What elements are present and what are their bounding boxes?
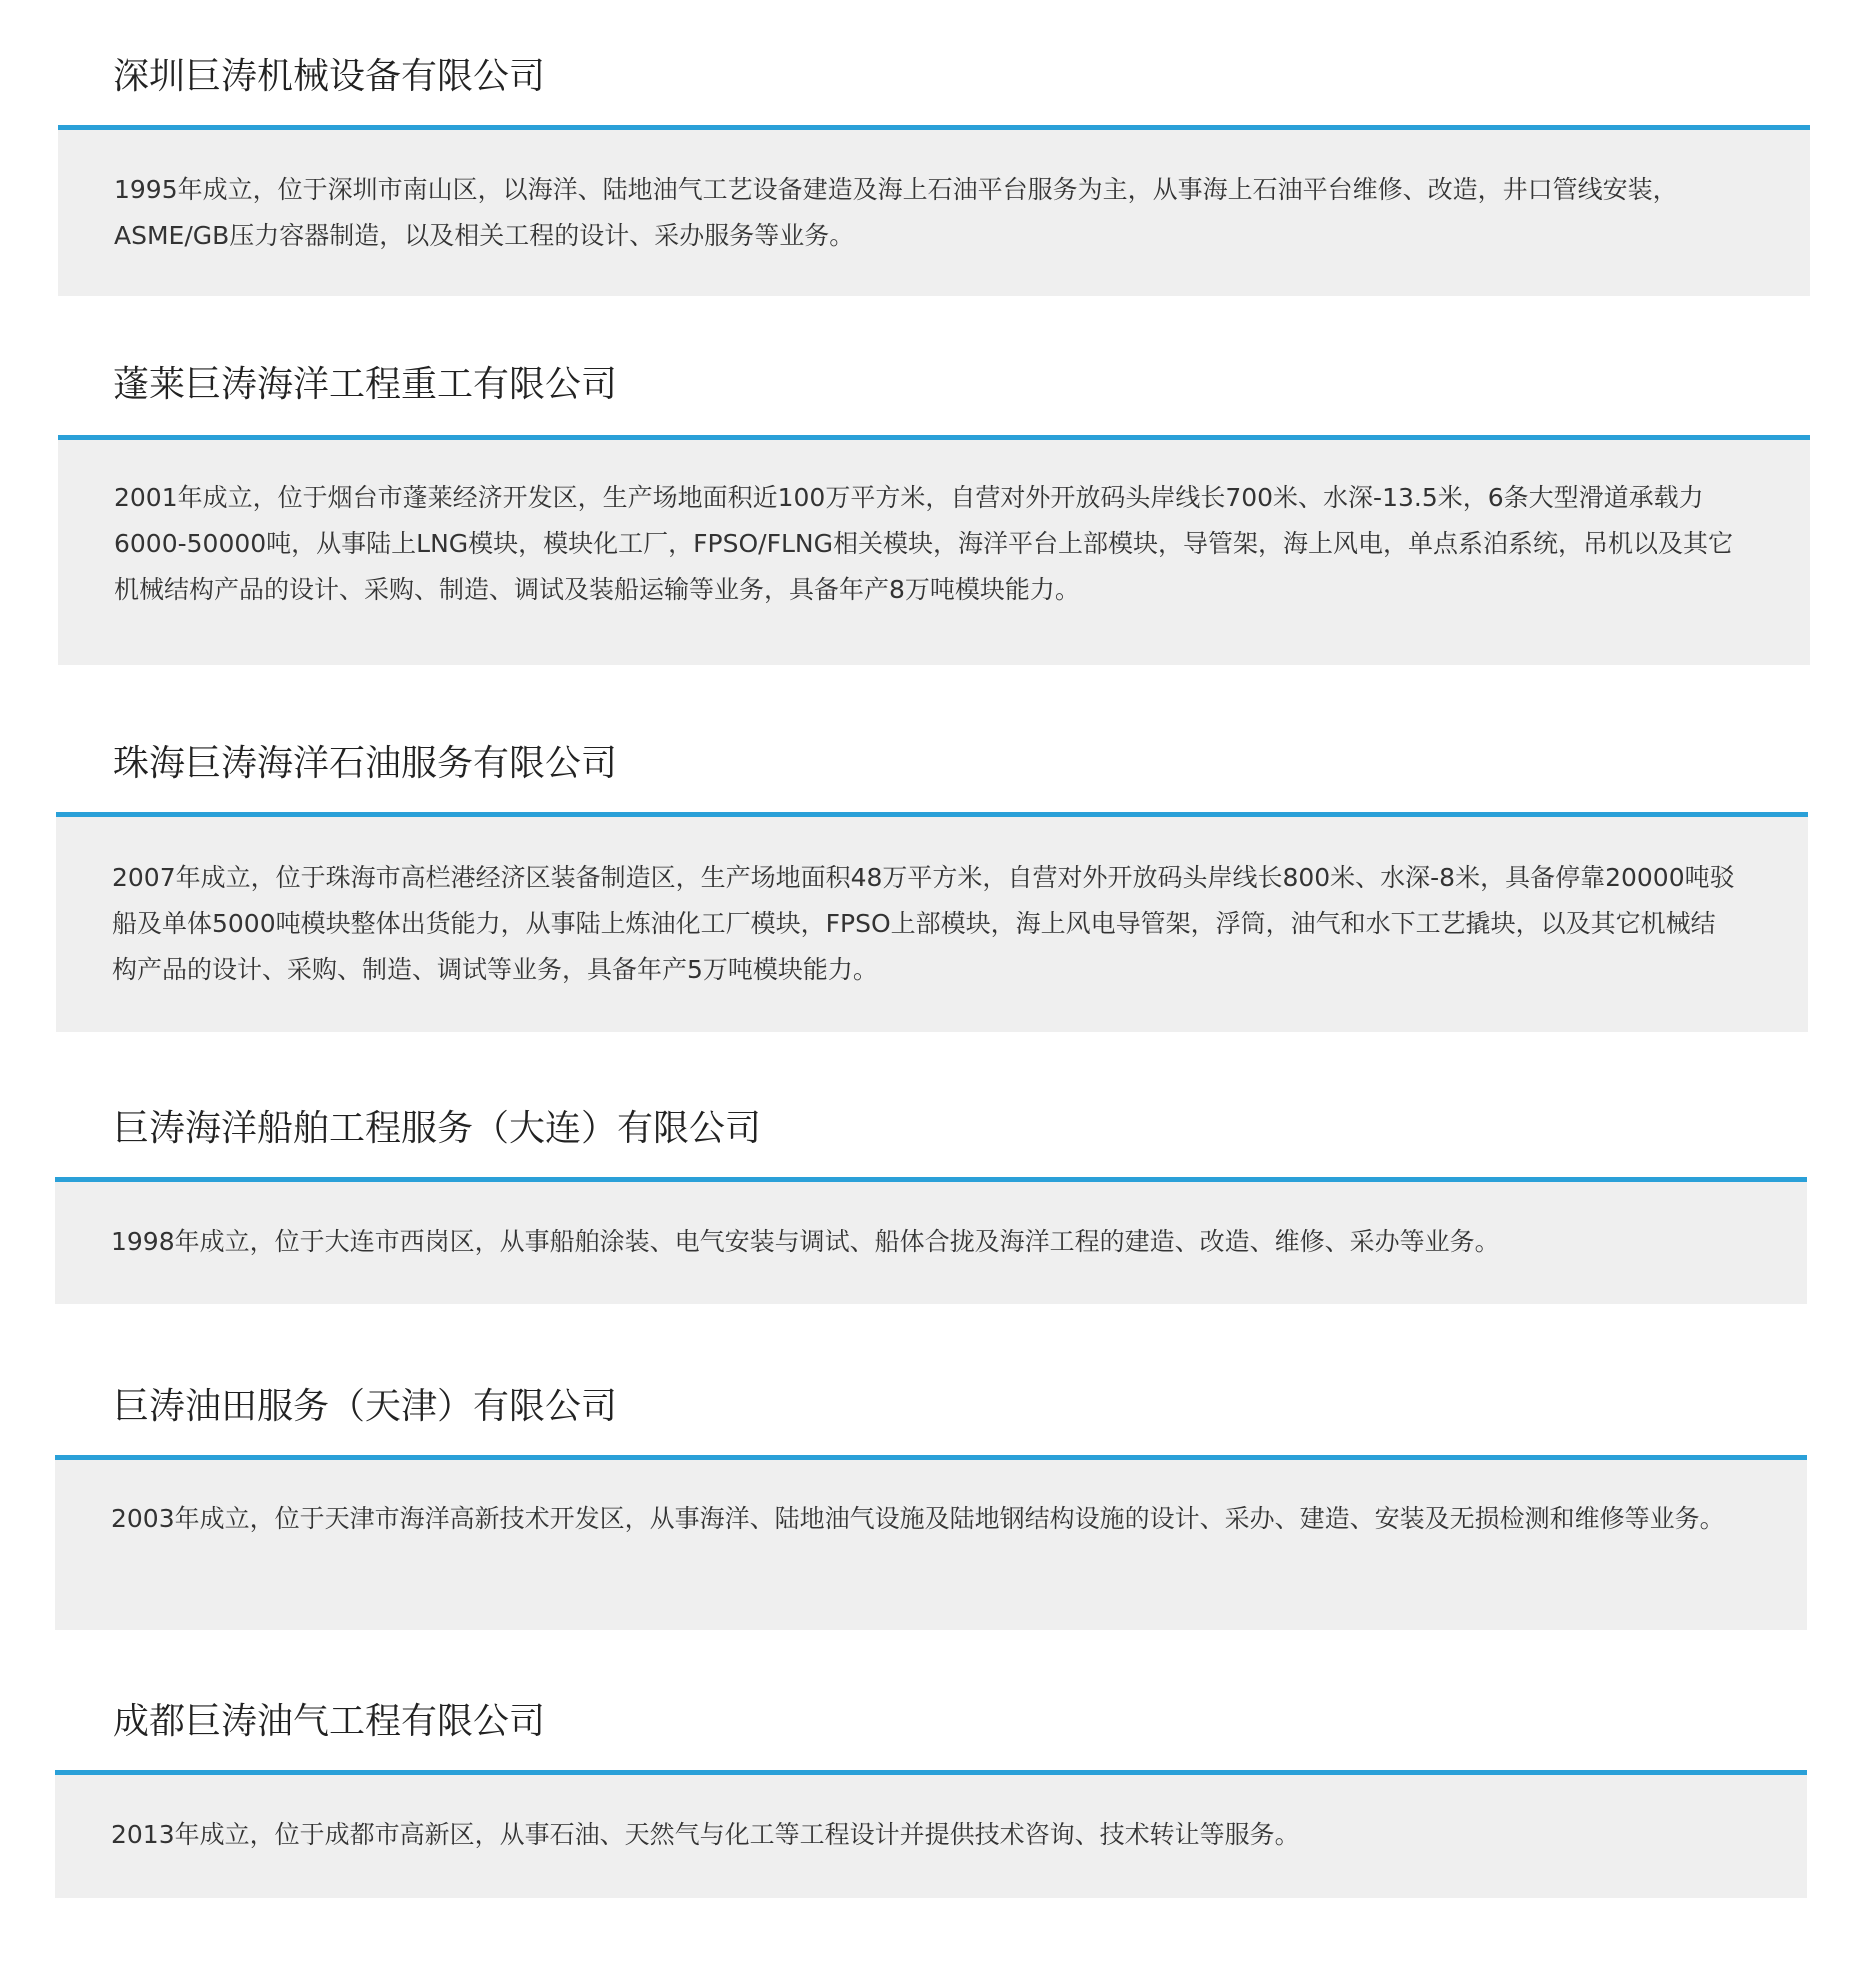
company-description: 1998年成立，位于大连市西岗区，从事船舶涂装、电气安装与调试、船体合拢及海洋工程的建造、改造、维修、采办等业务。: [111, 1227, 1500, 1256]
company-description: 2007年成立，位于珠海市高栏港经济区装备制造区，生产场地面积48万平方米，自营对外开放码头岸线长800米、水深-8米，具备停靠20000吨驳船及单体5000吨模块整体出货能力，从事陆上炼油化工厂模块，FPSO上部模块，海上风电导管架，浮筒，油气和水下工艺撬块，以及其它机械结构产品的设计、采购、制造、调试等业务，具备年产5万吨模块能力。: [112, 863, 1735, 984]
company-title: 巨涛海洋船舶工程服务（大连）有限公司: [113, 1108, 762, 1149]
company-description: 2003年成立，位于天津市海洋高新技术开发区，从事海洋、陆地油气设施及陆地钢结构设施的设计、采办、建造、安装及无损检测和维修等业务。: [111, 1504, 1725, 1533]
company-description-panel: [56, 812, 1808, 1032]
company-description-panel: [55, 1455, 1807, 1630]
company-title: 深圳巨涛机械设备有限公司: [113, 56, 546, 97]
company-description: 2001年成立，位于烟台市蓬莱经济开发区，生产场地面积近100万平方米，自营对外开放码头岸线长700米、水深-13.5米，6条大型滑道承载力6000-50000吨，从事陆上LNG模块，模块化工厂，FPSO/FLNG相关模块，海洋平台上部模块，导管架，海上风电，单点系泊系统，吊机以及其它机械结构产品的设计、采购、制造、调试及装船运输等业务，具备年产8万吨模块能力。: [114, 483, 1733, 604]
company-description: 2013年成立，位于成都市高新区，从事石油、天然气与化工等工程设计并提供技术咨询、技术转让等服务。: [111, 1820, 1300, 1849]
company-description-panel: [58, 435, 1810, 665]
company-description: 1995年成立，位于深圳市南山区，以海洋、陆地油气工艺设备建造及海上石油平台服务为主，从事海上石油平台维修、改造，井口管线安装，ASME/GB压力容器制造，以及相关工程的设计、采办服务等业务。: [114, 175, 1678, 250]
company-description-panel: [55, 1177, 1807, 1304]
company-title: 蓬莱巨涛海洋工程重工有限公司: [113, 364, 618, 405]
company-title: 珠海巨涛海洋石油服务有限公司: [113, 743, 618, 784]
company-title: 成都巨涛油气工程有限公司: [113, 1701, 546, 1742]
company-title: 巨涛油田服务（天津）有限公司: [113, 1386, 618, 1427]
company-description-panel: [55, 1770, 1807, 1898]
company-description-panel: [58, 125, 1810, 296]
